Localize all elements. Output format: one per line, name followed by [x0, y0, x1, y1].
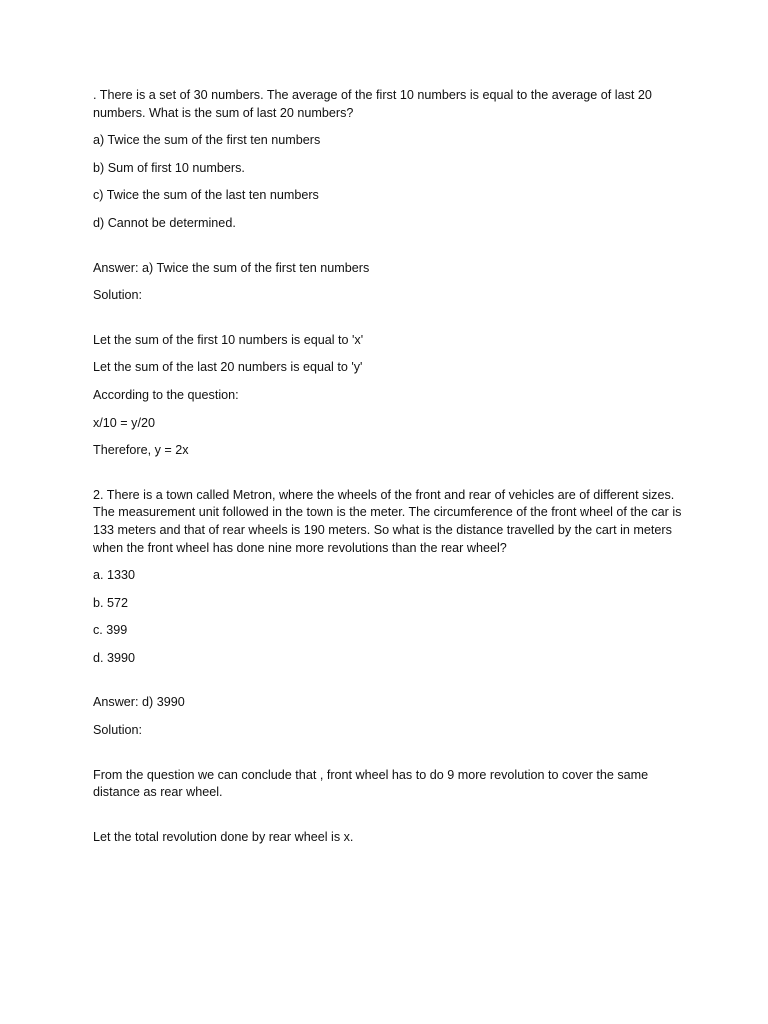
- q1-solution-label: Solution:: [93, 288, 143, 303]
- q2-option-b: b. 572: [93, 595, 129, 610]
- q1-option-a: a) Twice the sum of the first ten numbers: [93, 133, 321, 148]
- q1-option-d: d) Cannot be determined.: [93, 215, 236, 230]
- q2-option-d: d. 3990: [93, 650, 136, 665]
- q2-solution-label: Solution:: [93, 723, 143, 738]
- spacer: [93, 243, 683, 260]
- q2-option-c: c. 399: [93, 623, 128, 638]
- q1-answer: Answer: a) Twice the sum of the first ten numbers: [93, 260, 370, 275]
- spacer: [93, 470, 683, 487]
- spacer: [93, 315, 683, 332]
- q1-solution-line-2: Let the sum of the last 20 numbers is equal to 'y': [93, 360, 363, 375]
- spacer: [93, 812, 683, 829]
- spacer: [93, 677, 683, 694]
- q1-solution-line-4: x/10 = y/20: [93, 415, 155, 430]
- q2-solution-text: From the question we can conclude that , front wheel has to do 9 more revolution to cover the same distance as rear wheel.: [93, 767, 649, 800]
- q1-solution-line-5: Therefore, y = 2x: [93, 443, 189, 458]
- q2-option-a: a. 1330: [93, 568, 136, 583]
- spacer: [93, 750, 683, 767]
- q1-question: . There is a set of 30 numbers. The average of the first 10 numbers is equal to the average of last 20 numbers. What is the sum of last 20 numbers?: [93, 88, 652, 120]
- q1-option-b: b) Sum of first 10 numbers.: [93, 160, 245, 175]
- q2-answer: Answer: d) 3990: [93, 695, 185, 710]
- document-page: [93, 87, 683, 856]
- q1-solution-line-1: Let the sum of the first 10 numbers is equal to 'x': [93, 332, 364, 347]
- q1-solution-line-3: According to the question:: [93, 387, 239, 402]
- q2-solution-next: Let the total revolution done by rear wheel is x.: [93, 829, 354, 844]
- q2-question: 2. There is a town called Metron, where the wheels of the front and rear of vehicles are of different sizes. The measurement unit followed in the town is the meter. The circumference of the front wheel of the car is 133 meters and that of rear wheels is 190 meters. So what is the distance travelled by the cart in meters when the front wheel has done nine more revolutions than the rear wheel?: [93, 487, 682, 555]
- q1-option-c: c) Twice the sum of the last ten numbers: [93, 188, 319, 203]
